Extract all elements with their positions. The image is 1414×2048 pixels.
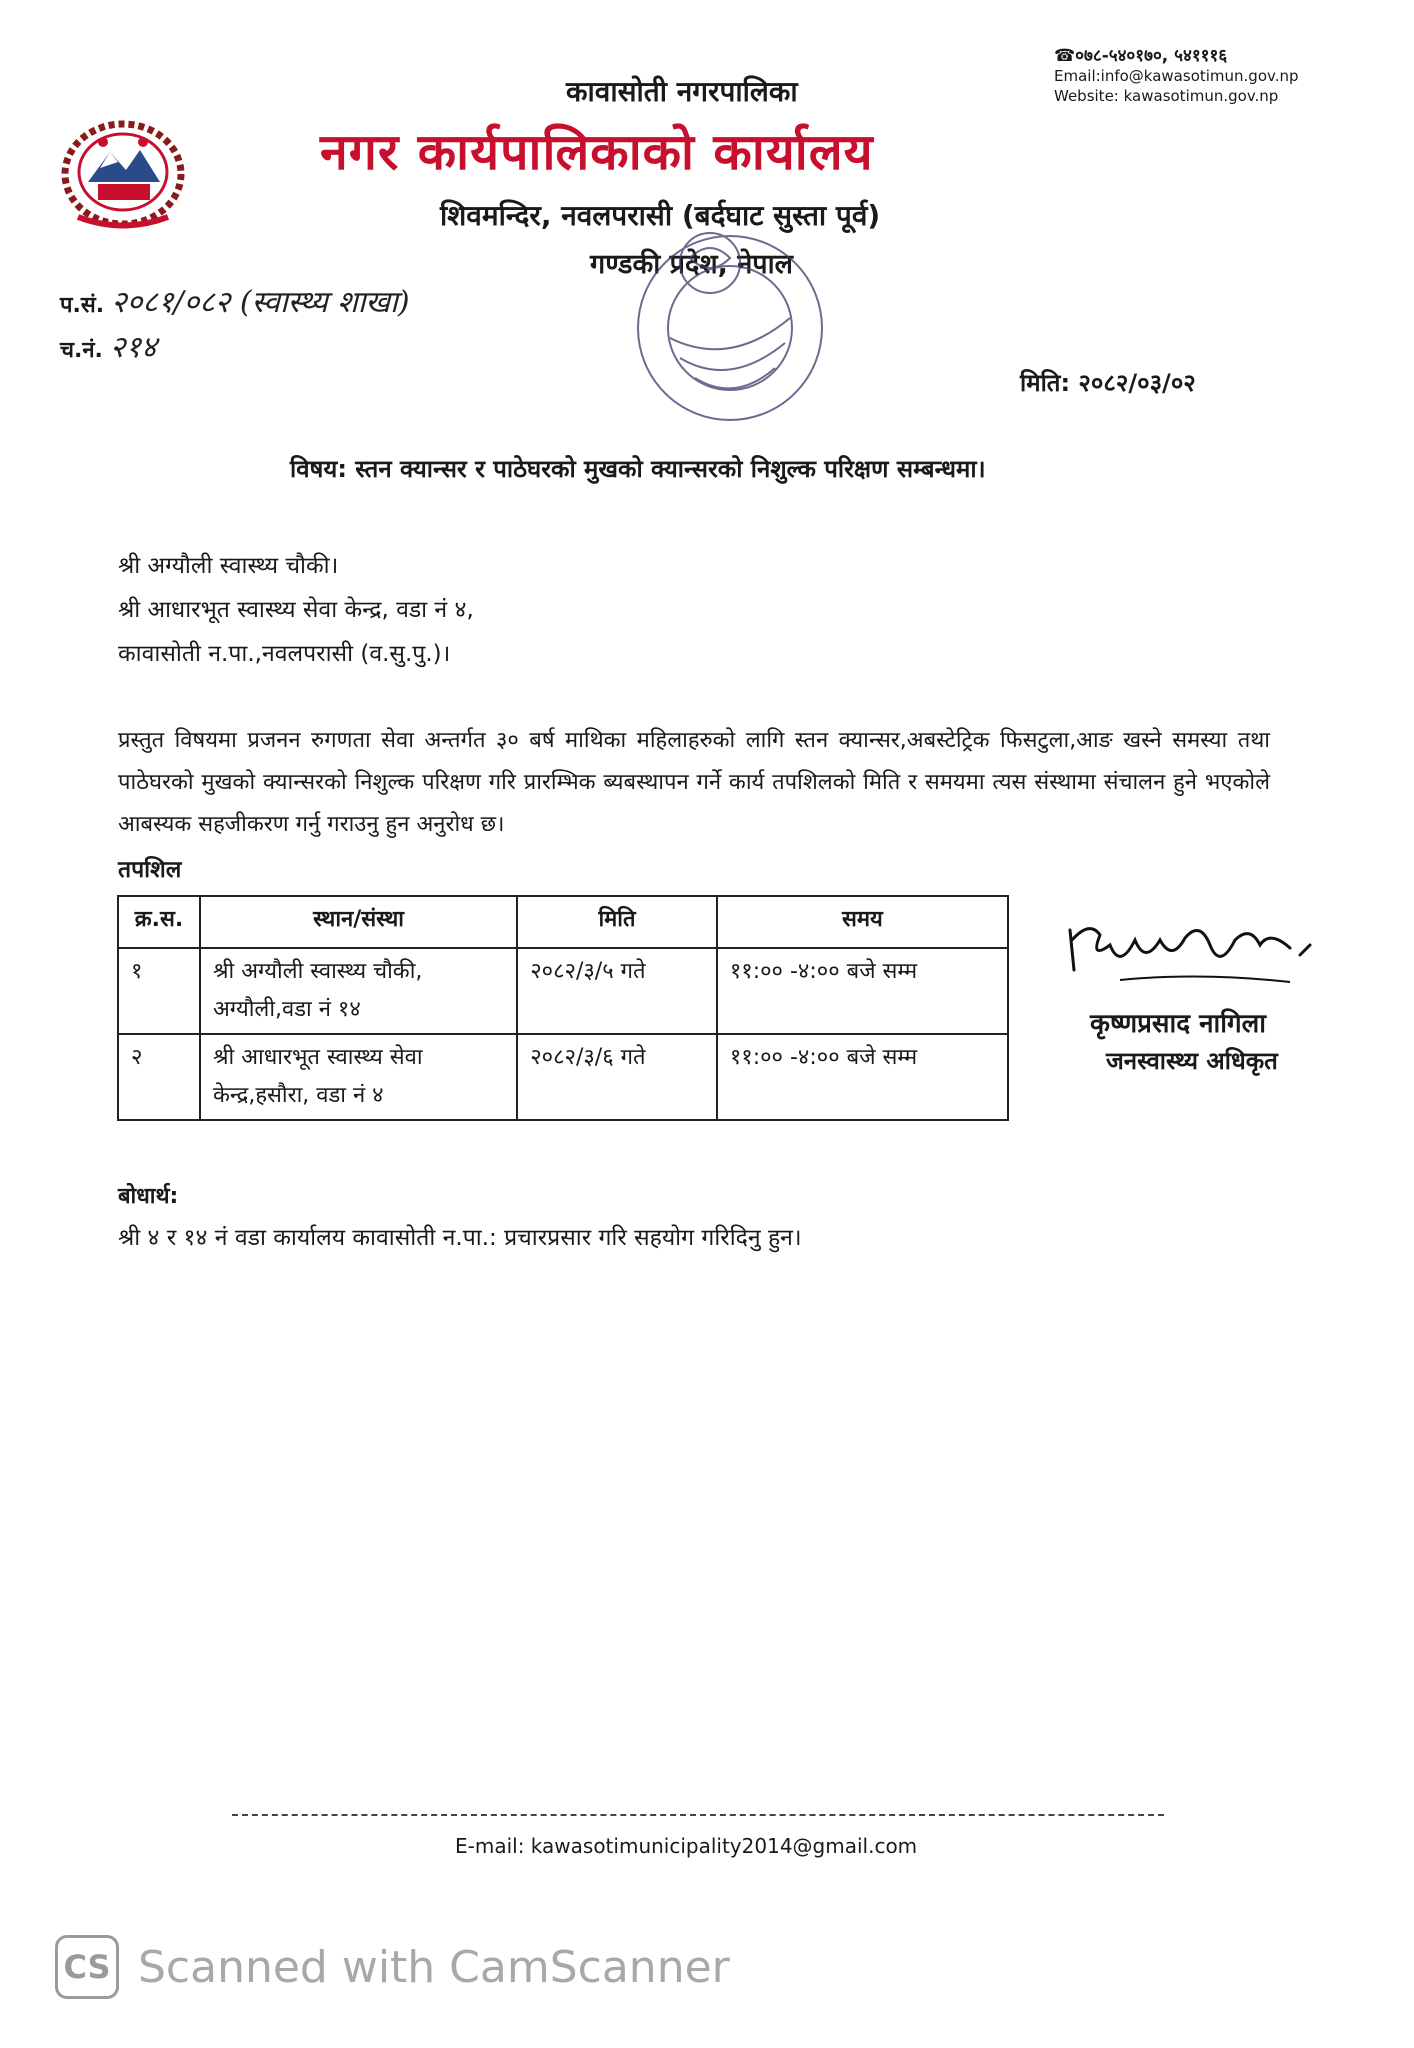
schedule-table [117,895,1009,1121]
cell-date: २०८२/३/५ गते [517,948,717,1034]
recipient-line: श्री अग्यौली स्वास्थ्य चौकी। [118,553,339,579]
office-title: नगर कार्यपालिकाको कार्यालय [320,123,874,181]
website-address: Website: kawasotimun.gov.np [1054,87,1279,105]
official-seal-stamp [610,218,850,448]
ps-number-row [60,282,410,327]
signatory-title: जनस्वास्थ्य अधिकृत [1106,1047,1278,1075]
municipality-name: कावासोती नगरपालिका [566,75,798,108]
col-header-date: मिति [517,896,717,948]
letter-body: प्रस्तुत विषयमा प्रजनन रुगणता सेवा अन्तर्गत ३० बर्ष माथिका महिलाहरुको लागि स्तन क्यान्सर,अबस्टेट्रिक फिसटुला,आङ खस्ने समस्या तथा पाठेघरको मुखको क्यान्सरको निशुल्क परिक्षण गरि प्रारम्भिक ब्यबस्थापन गर्ने कार्य तपशिलको मिति र समयमा त्यस संस्थामा संचालन हुने भएकोले आबस्यक सहजीकरण गर्नु गराउनु हुन अनुरोध छ। [118,728,1270,837]
cn-label: च.नं. [60,338,103,363]
table-row [118,948,1008,1034]
cell-time: ११:०० -४:०० बजे सम्म [717,948,1008,1034]
nepal-emblem-logo [48,112,198,232]
col-header-serial: क्र.स. [118,896,200,948]
cn-number-row [60,327,410,372]
schedule-label: तपशिल [118,857,182,883]
cn-value: २१४ [109,330,157,365]
province-line: गण्डकी प्रदेश, नेपाल [590,249,793,280]
cell-date: २०८२/३/६ गते [517,1034,717,1120]
table-header-row [118,896,1008,948]
office-address: शिवमन्दिर, नवलपरासी (बर्दघाट सुस्ता पूर्व) [440,199,881,232]
cell-place: श्री आधारभूत स्वास्थ्य सेवा केन्द्र,हसौरा, वडा नं ४ [200,1034,517,1120]
ps-value: २०८१/०८२ (स्वास्थ्य शाखा) [111,285,410,320]
recipient-line: श्री आधारभूत स्वास्थ्य सेवा केन्द्र, वडा नं ४, [118,597,474,623]
contact-block [1054,46,1344,106]
camscanner-logo-icon: CS [55,1935,119,1999]
col-header-place: स्थान/संस्था [200,896,517,948]
table-row [118,1034,1008,1120]
cell-place: श्री अग्यौली स्वास्थ्य चौकी, अग्यौली,वडा नं १४ [200,948,517,1034]
signatory-name: कृष्णप्रसाद नागिला [1090,1009,1266,1039]
cell-serial: १ [118,948,200,1034]
letter-date: मिति: २०८२/०३/०२ [1020,369,1196,397]
cc-text: श्री ४ र १४ नं वडा कार्यालय कावासोती न.पा.: प्रचारप्रसार गरि सहयोग गरिदिनु हुन। [118,1225,802,1251]
col-header-time: समय [717,896,1008,948]
cell-serial: २ [118,1034,200,1120]
footer-divider [232,1814,1164,1816]
reference-numbers [60,282,410,372]
letter-subject: विषय: स्तन क्यान्सर र पाठेघरको मुखको क्यान्सरको निशुल्क परिक्षण सम्बन्धमा। [290,455,986,483]
camscanner-watermark: Scanned with CamScanner [138,1942,730,1993]
handwritten-signature [1060,900,1340,1000]
cc-label: बोधार्थ: [118,1184,179,1209]
cell-time: ११:०० -४:०० बजे सम्म [717,1034,1008,1120]
ps-label: प.सं. [60,293,105,318]
email-address: Email:info@kawasotimun.gov.np [1054,67,1299,85]
recipient-line: कावासोती न.पा.,नवलपरासी (व.सु.पु.)। [118,641,451,667]
recipients-block [118,544,474,676]
footer-email: E-mail: kawasotimunicipality2014@gmail.com [455,1834,918,1858]
phone-number: ☎०७८-५४०१७०, ५४१११६ [1054,46,1228,66]
